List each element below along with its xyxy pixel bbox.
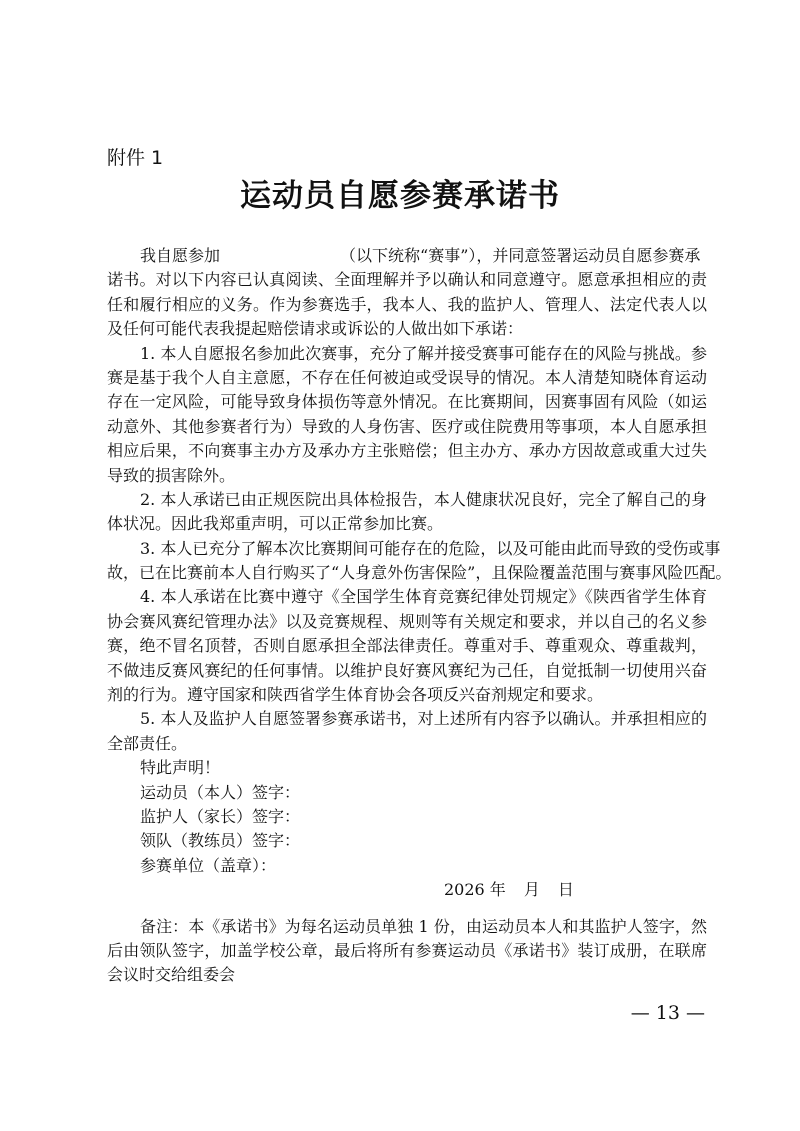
intro-left: 我自愿参加	[140, 246, 221, 265]
intro-line: 任和履行相应的义务。作为参赛选手，我本人、我的监护人、管理人、法定代表人以	[107, 294, 707, 314]
clause-2-line: 2. 本人承诺已由正规医院出具体检报告，本人健康状况良好，完全了解自己的身	[140, 489, 707, 509]
intro-right: （以下统称“赛事”），并同意签署运动员自愿参赛承	[340, 246, 701, 265]
document-body	[107, 244, 732, 988]
clause-3-line: 故，已在比赛前本人自行购买了“人身意外伤害保险”，且保险覆盖范围与赛事风险匹配。	[107, 563, 732, 583]
clause-1-line: 相应后果，不向赛事主办方及承办方主张赔偿；但主办方、承办方因故意或重大过失	[107, 441, 707, 461]
clause-1-line: 存在一定风险，可能导致身体损伤等意外情况。在比赛期间，因赛事固有风险（如运	[107, 392, 707, 412]
intro-line: 及任何可能代表我提起赔偿请求或诉讼的人做出如下承诺：	[107, 319, 524, 339]
note-line: 会议时交给组委会	[107, 965, 236, 985]
clause-2-line: 体状况。因此我郑重声明，可以正常参加比赛。	[107, 514, 444, 534]
date-day: 日	[557, 880, 574, 900]
clause-1-line: 导致的损害除外。	[107, 465, 236, 485]
intro-first-line	[107, 244, 707, 268]
intro-line: 诺书。对以下内容已认真阅读、全面理解并予以确认和同意遵守。愿意承担相应的责	[107, 270, 707, 290]
page-number: — 13 —	[630, 1002, 705, 1024]
clause-3-line: 3. 本人已充分了解本次比赛期间可能存在的危险，以及可能由此而导致的受伤或事	[140, 538, 721, 558]
clause-5-line: 全部责任。	[107, 733, 188, 753]
signature-field: 领队（教练员）签字：	[140, 831, 301, 851]
clause-4-line: 不做违反赛风赛纪的任何事情。以维护良好赛风赛纪为己任，自觉抵制一切使用兴奋	[107, 660, 707, 680]
clause-5-line: 5. 本人及监护人自愿签署参赛承诺书，对上述所有内容予以确认。并承担相应的	[140, 709, 707, 729]
signature-field: 运动员（本人）签字：	[140, 782, 301, 802]
date-month: 月	[523, 880, 540, 900]
date-line	[107, 878, 707, 902]
note-line: 备注：本《承诺书》为每名运动员单独 1 份，由运动员本人和其监护人签字，然	[140, 916, 707, 936]
signature-field: 参赛单位（盖章）：	[140, 855, 277, 875]
clause-4-line: 剂的行为。遵守国家和陕西省学生体育协会各项反兴奋剂规定和要求。	[107, 685, 604, 705]
clause-1-line: 1. 本人自愿报名参加此次赛事，充分了解并接受赛事可能存在的风险与挑战。参	[140, 343, 707, 363]
clause-4-line: 赛，绝不冒名顶替，否则自愿承担全部法律责任。尊重对手、尊重观众、尊重裁判，	[107, 636, 707, 656]
declaration: 特此声明！	[140, 758, 221, 778]
spacer	[107, 903, 707, 915]
clause-4-line: 4. 本人承诺在比赛中遵守《全国学生体育竞赛纪律处罚规定》《陕西省学生体育	[140, 587, 707, 607]
clause-1-line: 动意外、其他参赛者行为）导致的人身伤害、医疗或住院费用等事项，本人自愿承担	[107, 416, 707, 436]
document-title: 运动员自愿参赛承诺书	[240, 178, 560, 214]
attachment-label: 附件 1	[107, 147, 164, 169]
date-year: 2026 年	[444, 880, 506, 900]
clause-1-line: 赛是基于我个人自主意愿，不存在任何被迫或受误导的情况。本人清楚知晓体育运动	[107, 367, 707, 387]
note-line: 后由领队签字，加盖学校公章，最后将所有参赛运动员《承诺书》装订成册，在联席	[107, 940, 707, 960]
event-name-blank	[220, 260, 340, 261]
clause-4-line: 协会赛风赛纪管理办法》以及竞赛规程、规则等有关规定和要求，并以自己的名义参	[107, 611, 707, 631]
signature-field: 监护人（家长）签字：	[140, 806, 301, 826]
